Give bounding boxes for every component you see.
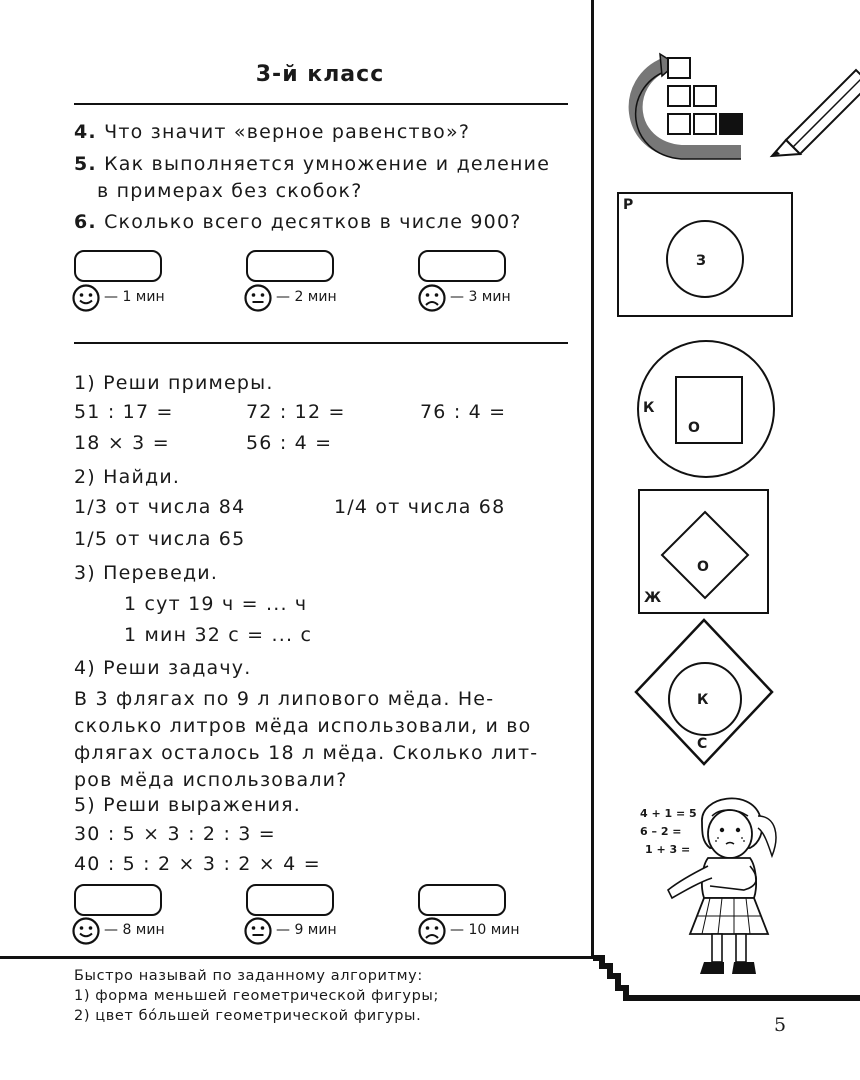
timer-label: — 10 мин [450, 922, 520, 938]
problem-line: ров мёда использовали? [74, 769, 348, 791]
figure-label: К [697, 692, 709, 708]
question-5-continuation: в примерах без скобок? [97, 180, 363, 202]
example: 51 : 17 = [74, 401, 174, 423]
section-rule [74, 342, 568, 344]
convert-item: 1 сут 19 ч = ... ч [124, 593, 308, 615]
example: 76 : 4 = [420, 401, 507, 423]
example: 18 × 3 = [74, 432, 170, 454]
answer-box[interactable] [418, 884, 506, 916]
problem-line: сколько литров мёда использовали, и во [74, 715, 532, 737]
expression: 30 : 5 × 3 : 2 : 3 = [74, 823, 276, 845]
question-number: 6. [74, 211, 97, 233]
page-number: 5 [774, 1014, 787, 1036]
timer-label: — 9 мин [276, 922, 337, 938]
girl-illustration [650, 786, 790, 986]
answer-box[interactable] [74, 250, 162, 282]
task-4-heading: 4) Реши задачу. [74, 657, 252, 679]
timer-label: — 2 мин [276, 289, 337, 305]
question-6 [74, 211, 522, 233]
figure-label: Р [623, 197, 634, 213]
board-line: 1 + 3 = [645, 843, 691, 856]
bottom-divider [0, 956, 594, 959]
board-line: 6 – 2 = [640, 825, 682, 838]
convert-item: 1 мин 32 с = ... с [124, 624, 313, 646]
square-figure [675, 376, 743, 444]
right-column-divider [591, 0, 594, 958]
figure-label: О [688, 420, 700, 436]
sad-face-icon [418, 917, 446, 945]
neutral-face-icon [244, 284, 272, 312]
question-text: Как выполняется умножение и деление [104, 153, 551, 175]
figure-label: З [696, 253, 706, 269]
find-item: 1/3 от числа 84 [74, 496, 246, 518]
instruction-line: 2) цвет бо́льшей геометрической фигуры. [74, 1008, 422, 1024]
timer-label: — 1 мин [104, 289, 165, 305]
task-5-heading: 5) Реши выражения. [74, 794, 302, 816]
word-problem [74, 686, 568, 794]
figure-label: О [697, 559, 709, 575]
expression: 40 : 5 : 2 × 3 : 2 × 4 = [74, 853, 321, 875]
find-item: 1/4 от числа 68 [334, 496, 506, 518]
answer-box[interactable] [74, 884, 162, 916]
question-4 [74, 121, 470, 143]
answer-box[interactable] [246, 250, 334, 282]
figure-label: Ж [644, 590, 662, 606]
figure-label: С [697, 736, 708, 752]
instruction-line: 1) форма меньшей геометрической фигуры; [74, 988, 439, 1004]
board-line: 4 + 1 = 5 [640, 807, 697, 820]
rhombus-figure [660, 510, 750, 600]
sad-face-icon [418, 284, 446, 312]
grid-arrow-logo-icon [626, 52, 756, 162]
answer-box[interactable] [246, 884, 334, 916]
pencil-icon [766, 60, 860, 160]
answer-box[interactable] [418, 250, 506, 282]
task-1-heading: 1) Реши примеры. [74, 372, 274, 394]
example: 72 : 12 = [246, 401, 346, 423]
bottom-instructions [74, 966, 439, 1026]
question-number: 4. [74, 121, 97, 143]
task-3-heading: 3) Переведи. [74, 562, 219, 584]
timer-label: — 3 мин [450, 289, 511, 305]
instruction-line: Быстро называй по заданному алгоритму: [74, 968, 423, 984]
example: 56 : 4 = [246, 432, 333, 454]
find-item: 1/5 от числа 65 [74, 528, 246, 550]
happy-face-icon [72, 284, 100, 312]
figure-label: К [643, 400, 655, 416]
question-text: Сколько всего десятков в числе 900? [104, 211, 522, 233]
problem-line: флягах осталось 18 л мёда. Сколько лит- [74, 742, 539, 764]
question-5 [74, 153, 550, 175]
neutral-face-icon [244, 917, 272, 945]
problem-line: В 3 флягах по 9 л липового мёда. Не- [74, 688, 495, 710]
timer-label: — 8 мин [104, 922, 165, 938]
question-number: 5. [74, 153, 97, 175]
question-text: Что значит «верное равенство»? [104, 121, 471, 143]
task-2-heading: 2) Найди. [74, 466, 181, 488]
page-title: 3-й класс [255, 62, 385, 87]
title-rule [74, 103, 568, 105]
happy-face-icon [72, 917, 100, 945]
